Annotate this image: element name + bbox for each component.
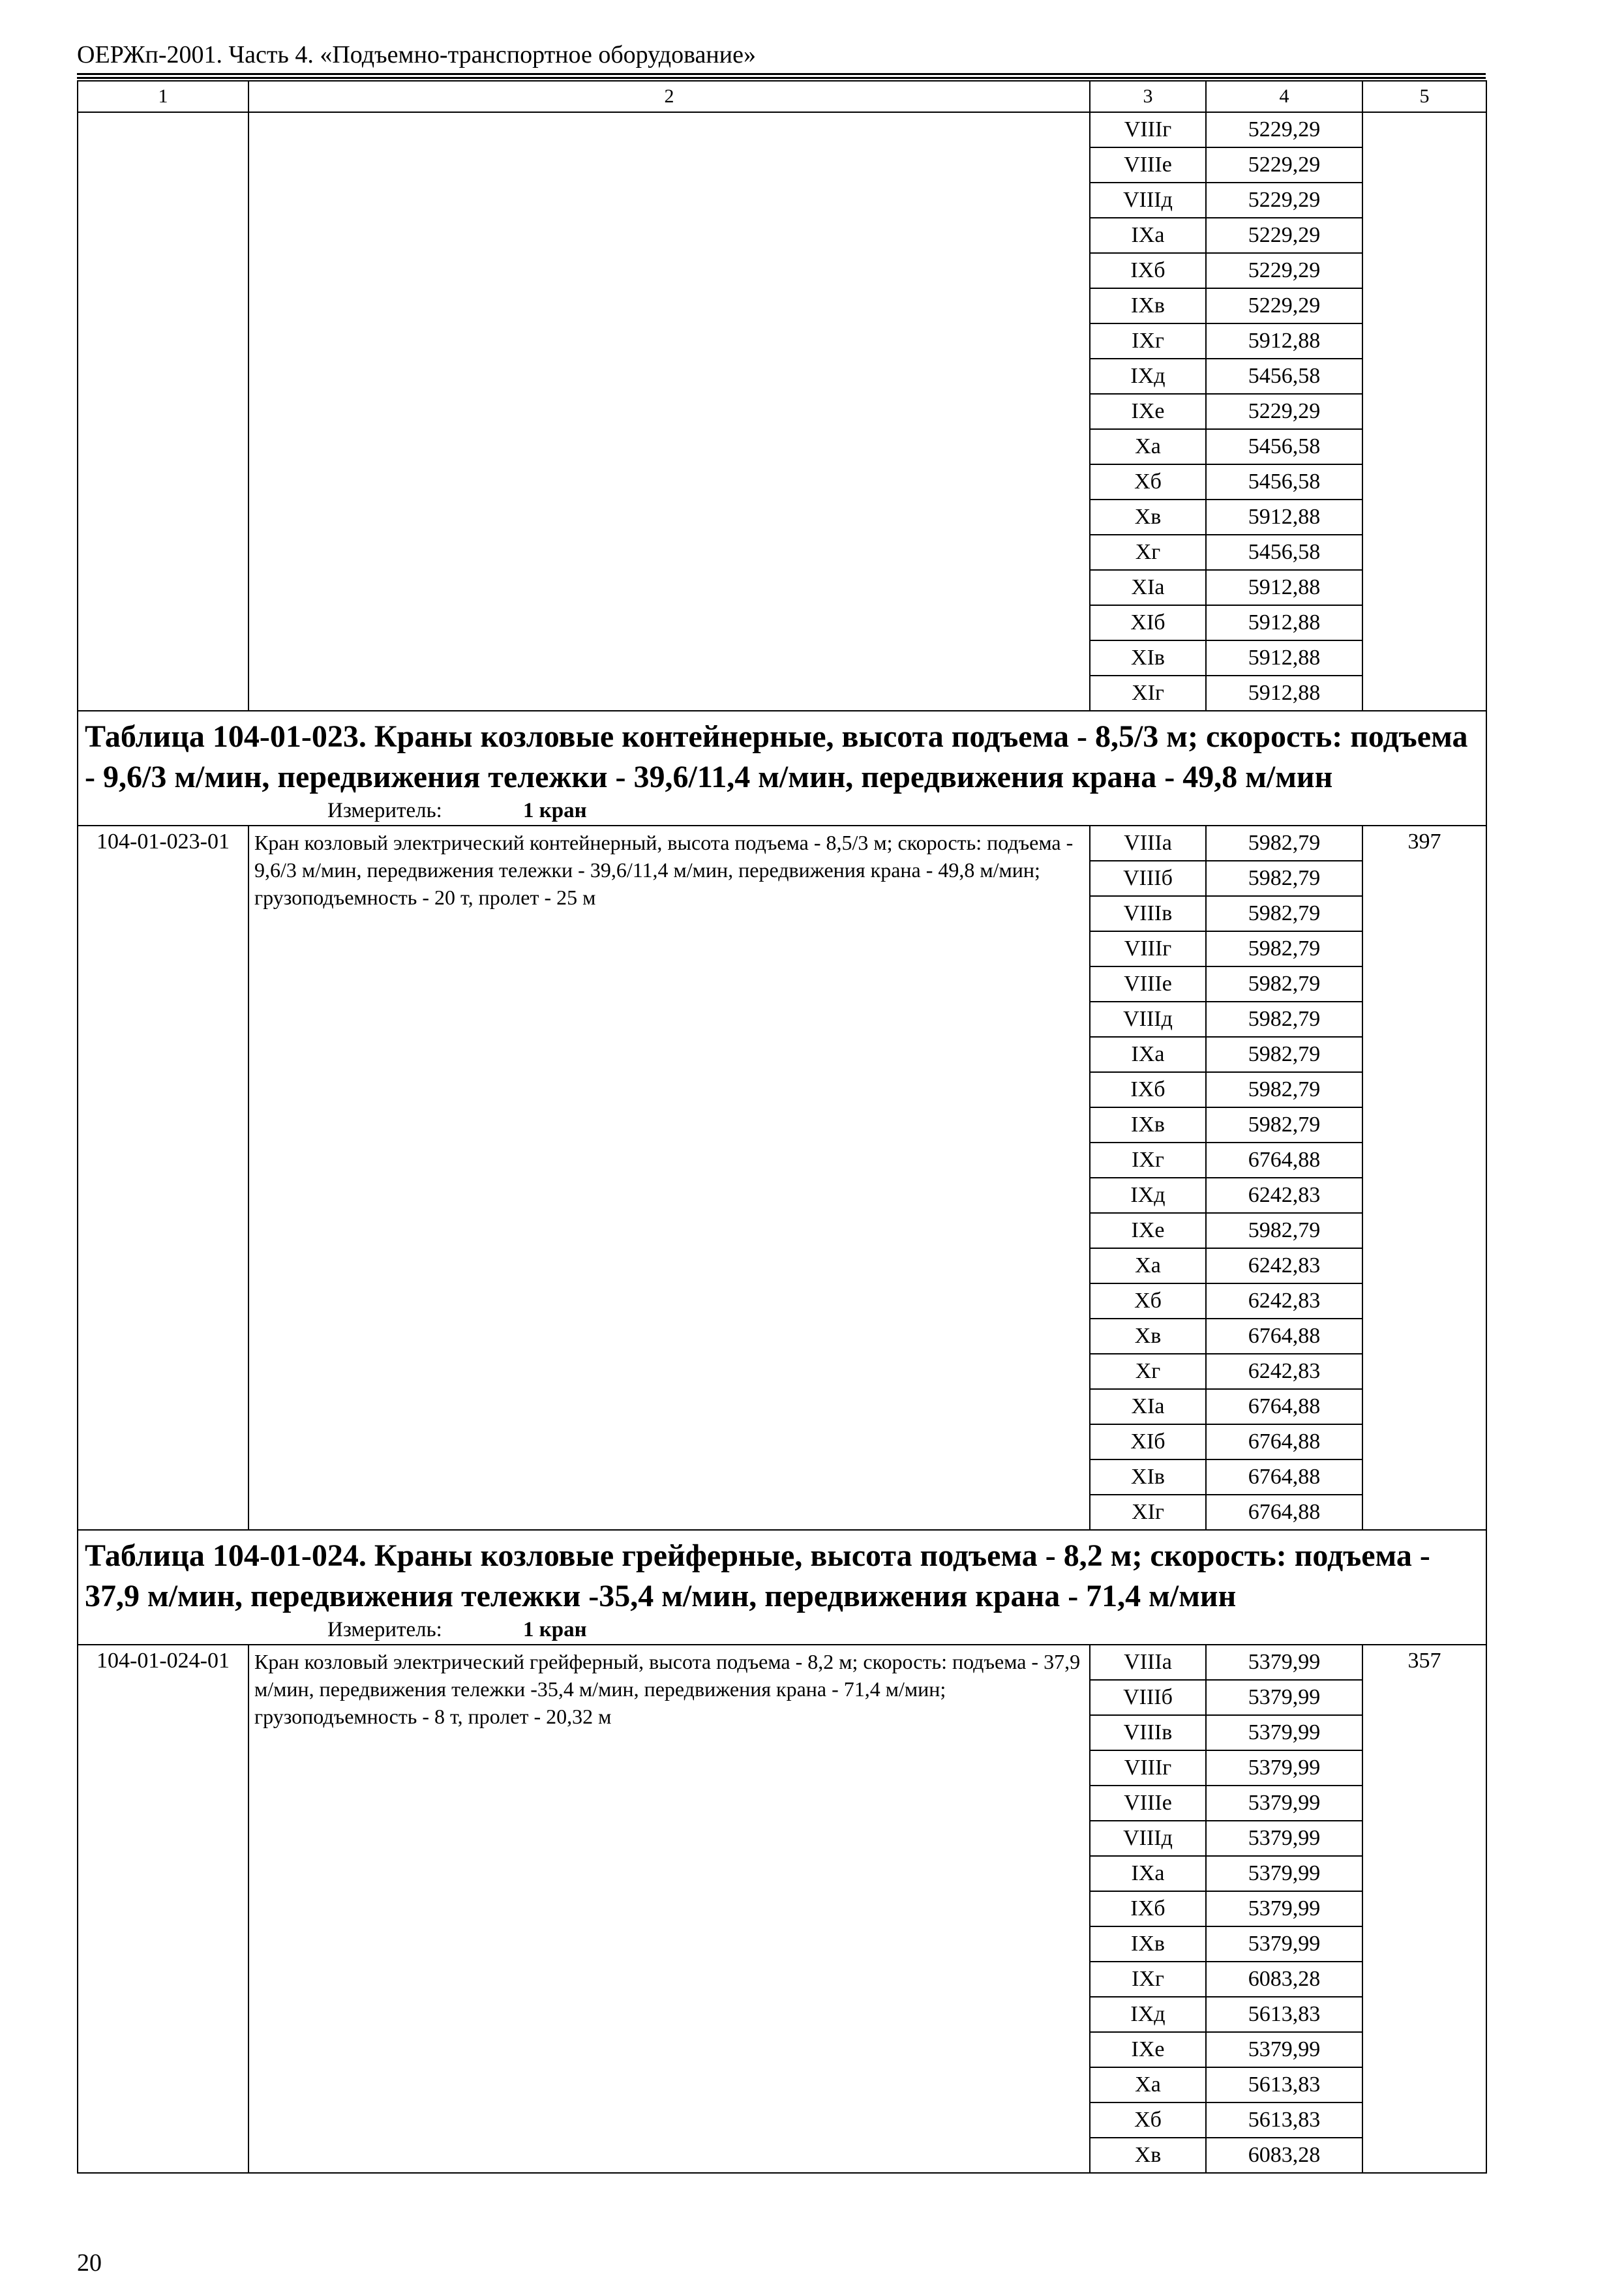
price-value: 5379,99 [1206,1786,1362,1821]
price-value: 6242,83 [1206,1354,1362,1389]
price-value: 5982,79 [1206,826,1362,861]
price-value: 5613,83 [1206,2067,1362,2102]
region-code: Xб [1090,2102,1206,2138]
price-value: 5456,58 [1206,535,1362,570]
region-code: IXе [1090,1213,1206,1248]
region-code: IXв [1090,288,1206,323]
price-value: 5229,29 [1206,147,1362,183]
table-heading-cell [78,1530,1486,1645]
region-code: Xв [1090,500,1206,535]
region-code: VIIIг [1090,112,1206,147]
price-value: 5456,58 [1206,429,1362,464]
price-value: 6764,88 [1206,1319,1362,1354]
table-heading-row [78,1530,1486,1645]
price-value: 6242,83 [1206,1178,1362,1213]
price-value: 5379,99 [1206,2032,1362,2067]
price-value: 6242,83 [1206,1283,1362,1319]
region-code: IXв [1090,1926,1206,1962]
region-code: XIа [1090,1389,1206,1424]
table-title: Таблица 104-01-024. Краны козловые грейферные, высота подъема - 8,2 м; скорость: подъема - 37,9 м/мин, передвижения тележки -35,4 м/мин, передвижения крана - 71,4 м/мин [85,1538,1430,1613]
price-value: 5982,79 [1206,896,1362,931]
table-row [78,1645,1486,1680]
item-col5: 357 [1362,1645,1486,2173]
item-description: Кран козловый электрический грейферный, высота подъема - 8,2 м; скорость: подъема - 37,9 м/мин, передвижения тележки -35,4 м/мин, передвижения крана - 71,4 м/мин; грузоподъемность - 8 т, пролет - 20,32 м [248,1645,1090,2173]
region-code: IXд [1090,1178,1206,1213]
price-value: 5456,58 [1206,464,1362,500]
region-code: Xв [1090,1319,1206,1354]
region-code: XIб [1090,605,1206,640]
price-table-body [78,81,1486,2173]
table-row [78,112,1486,147]
column-number-2: 2 [248,81,1090,112]
region-code: VIIIа [1090,826,1206,861]
region-code: IXд [1090,359,1206,394]
region-code: VIIIб [1090,861,1206,896]
price-value: 6764,88 [1206,1424,1362,1459]
price-value: 5456,58 [1206,359,1362,394]
region-code: Xб [1090,1283,1206,1319]
region-code: VIIIг [1090,931,1206,966]
region-code: XIг [1090,676,1206,711]
table-heading-cell [78,711,1486,826]
region-code: IXг [1090,1143,1206,1178]
region-code: VIIIв [1090,896,1206,931]
price-value: 5379,99 [1206,1750,1362,1786]
price-value: 5982,79 [1206,931,1362,966]
column-number-3: 3 [1090,81,1206,112]
table-row [78,826,1486,861]
region-code: IXв [1090,1107,1206,1143]
region-code: VIIIд [1090,1002,1206,1037]
item-code: 104-01-024-01 [78,1645,248,2173]
price-value: 5379,99 [1206,1645,1362,1680]
price-value: 5912,88 [1206,323,1362,359]
price-value: 5982,79 [1206,861,1362,896]
region-code: XIг [1090,1495,1206,1530]
price-value: 5912,88 [1206,605,1362,640]
region-code: IXа [1090,1037,1206,1072]
region-code: XIа [1090,570,1206,605]
price-value: 5379,99 [1206,1680,1362,1715]
region-code: VIIIе [1090,147,1206,183]
header-rule [77,73,1486,75]
column-number-4: 4 [1206,81,1362,112]
price-value: 5613,83 [1206,1997,1362,2032]
price-value: 5982,79 [1206,1213,1362,1248]
continuation-code-cell [78,112,248,711]
header-rule-second [77,77,1486,79]
price-value: 5379,99 [1206,1715,1362,1750]
measure-line [85,1617,1479,1644]
region-code: Xа [1090,2067,1206,2102]
measure-line [85,798,1479,825]
measure-label: Измеритель: [327,1618,442,1641]
region-code: IXа [1090,218,1206,253]
price-value: 5379,99 [1206,1821,1362,1856]
region-code: VIIIе [1090,1786,1206,1821]
page-header-title: ОЕРЖп-2001. Часть 4. «Подъемно-транспортное оборудование» [77,41,756,68]
price-value: 5379,99 [1206,1891,1362,1926]
region-code: VIIIд [1090,183,1206,218]
region-code: IXе [1090,394,1206,429]
price-value: 5982,79 [1206,1037,1362,1072]
region-code: XIб [1090,1424,1206,1459]
page-number: 20 [77,2249,102,2277]
column-number-1: 1 [78,81,248,112]
price-value: 5912,88 [1206,500,1362,535]
price-value: 6764,88 [1206,1459,1362,1495]
region-code: VIIIв [1090,1715,1206,1750]
region-code: VIIIе [1090,966,1206,1002]
region-code: Xа [1090,1248,1206,1283]
region-code: IXб [1090,1891,1206,1926]
item-col5: 397 [1362,826,1486,1530]
price-value: 5229,29 [1206,394,1362,429]
region-code: IXг [1090,323,1206,359]
region-code: IXд [1090,1997,1206,2032]
measure-value: 1 кран [523,799,587,822]
column-number-5: 5 [1362,81,1486,112]
price-value: 5982,79 [1206,966,1362,1002]
price-value: 5912,88 [1206,676,1362,711]
region-code: VIIIб [1090,1680,1206,1715]
region-code: Xг [1090,535,1206,570]
region-code: IXб [1090,1072,1206,1107]
price-value: 5229,29 [1206,253,1362,288]
price-value: 5229,29 [1206,112,1362,147]
region-code: VIIIг [1090,1750,1206,1786]
region-code: XIв [1090,640,1206,676]
price-value: 5613,83 [1206,2102,1362,2138]
region-code: VIIIд [1090,1821,1206,1856]
price-table [77,80,1487,2174]
price-value: 6764,88 [1206,1389,1362,1424]
price-value: 6083,28 [1206,2138,1362,2173]
price-value: 6764,88 [1206,1495,1362,1530]
table-heading-row [78,711,1486,826]
region-code: IXб [1090,253,1206,288]
price-value: 5229,29 [1206,288,1362,323]
region-code: Xг [1090,1354,1206,1389]
price-value: 5229,29 [1206,183,1362,218]
table-title: Таблица 104-01-023. Краны козловые контейнерные, высота подъема - 8,5/3 м; скорость: подъема - 9,6/3 м/мин, передвижения тележки - 39,6/11,4 м/мин, передвижения крана - 49,8 м/мин [85,719,1468,794]
price-value: 5229,29 [1206,218,1362,253]
item-description: Кран козловый электрический контейнерный, высота подъема - 8,5/3 м; скорость: подъема - 9,6/3 м/мин, передвижения тележки - 39,6/11,4 м/мин, передвижения крана - 49,8 м/мин; грузоподъемность - 20 т, пролет - 25 м [248,826,1090,1530]
price-value: 5982,79 [1206,1107,1362,1143]
item-code: 104-01-023-01 [78,826,248,1530]
price-value: 5912,88 [1206,640,1362,676]
continuation-description-cell [248,112,1090,711]
column-number-row [78,81,1486,112]
price-value: 6764,88 [1206,1143,1362,1178]
region-code: Xв [1090,2138,1206,2173]
region-code: VIIIа [1090,1645,1206,1680]
measure-value: 1 кран [523,1618,587,1641]
region-code: IXе [1090,2032,1206,2067]
region-code: Xа [1090,429,1206,464]
region-code: IXа [1090,1856,1206,1891]
price-value: 5982,79 [1206,1072,1362,1107]
price-value: 6083,28 [1206,1962,1362,1997]
price-value: 5912,88 [1206,570,1362,605]
measure-label: Измеритель: [327,799,442,822]
price-value: 5379,99 [1206,1926,1362,1962]
price-value: 5379,99 [1206,1856,1362,1891]
price-value: 6242,83 [1206,1248,1362,1283]
region-code: Xб [1090,464,1206,500]
continuation-col5-cell [1362,112,1486,711]
region-code: XIв [1090,1459,1206,1495]
price-value: 5982,79 [1206,1002,1362,1037]
region-code: IXг [1090,1962,1206,1997]
